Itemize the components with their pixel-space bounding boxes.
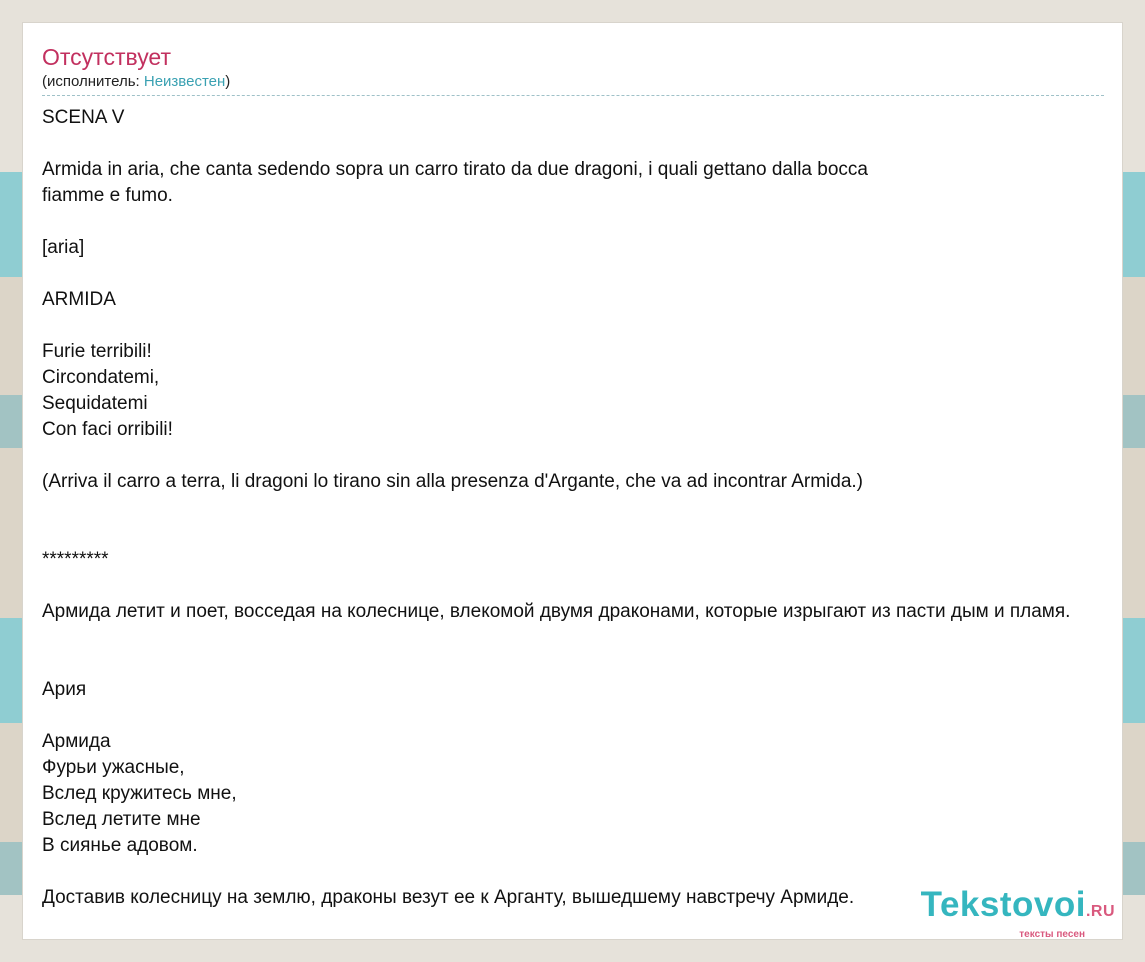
- lyrics-text: SCENA V Armida in aria, che canta sedendo sopra un carro tirato da due dragoni, i quali gettano dalla bocca fiamme e fumo. [aria] ARMIDA Furie terribili! Circondatemi, Sequidatemi Con faci orribili! (Arriva il carro a terra, li dragoni lo tirano sin alla presenza d'Argante, che va ad incontrar Armida.) ********* Армида летит и поет, восседая на колеснице, влекомой двумя драконами, которые изрыгают из пасти дым и пламя. Ария Армида Фурьи ужасные, Вслед кружитесь мне, Вслед летите мне В сиянье адовом. Доставив колесницу на землю, драконы везут ее к Арганту, вышедшему навстречу Армиде.: [42, 107, 1071, 908]
- logo-name: Tekstovoi: [920, 885, 1086, 924]
- song-title: Отсутствует: [42, 44, 171, 70]
- performer-line: [42, 71, 1104, 93]
- performer-link[interactable]: Неизвестен: [143, 73, 226, 90]
- logo-tagline: тексты песен: [1019, 929, 1085, 940]
- logo-wordmark: [920, 885, 1115, 929]
- lyrics-card: [22, 22, 1123, 940]
- performer-prefix: (исполнитель:: [42, 73, 144, 90]
- site-logo[interactable]: [920, 885, 1115, 940]
- song-header: [42, 43, 1104, 96]
- logo-tld: .RU: [1085, 903, 1115, 920]
- performer-suffix: ): [225, 73, 231, 90]
